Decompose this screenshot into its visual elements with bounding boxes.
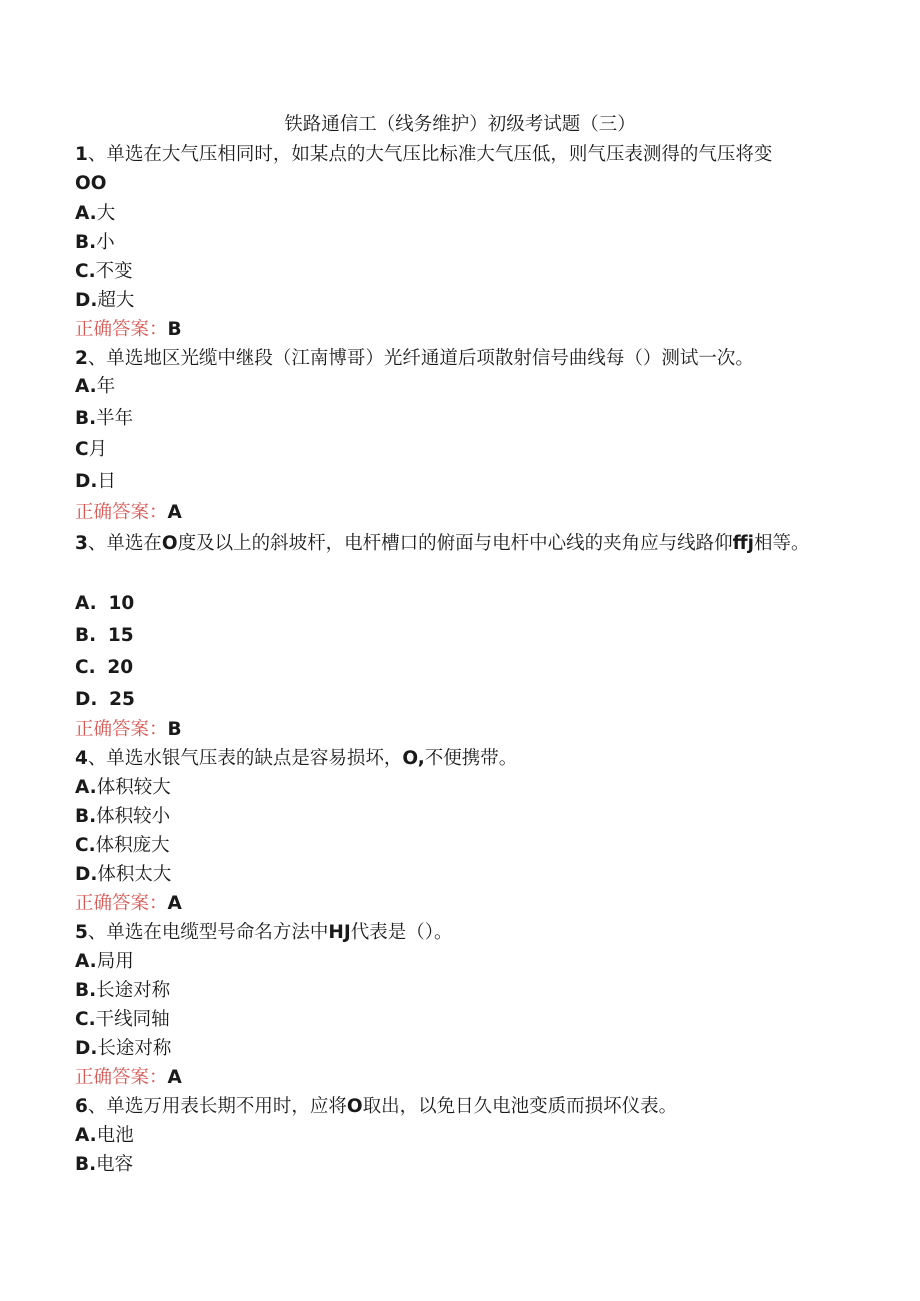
option-a: A.大 — [75, 203, 116, 224]
question-number: 1 — [75, 144, 88, 165]
option-b: B.体积较小 — [75, 806, 171, 827]
question-5: 5、单选在电缆型号命名方法中HJ代表是（）。 — [75, 922, 453, 943]
option-c: C. 20 — [75, 657, 134, 678]
answer-4: 正确答案：A — [75, 893, 182, 914]
question-number: 6 — [75, 1096, 88, 1117]
option-c: C.不变 — [75, 261, 133, 282]
option-b: B.半年 — [75, 408, 134, 429]
option-c: C.体积庞大 — [75, 835, 170, 856]
question-text: 单选水银气压表的缺点是容易损坏， — [106, 748, 403, 769]
answer-1: 正确答案：B — [75, 319, 182, 340]
question-number: 3 — [75, 533, 88, 554]
option-a: A.电池 — [75, 1125, 134, 1146]
question-4: 4、单选水银气压表的缺点是容易损坏，O,不便携带。 — [75, 748, 518, 769]
option-d: D.长途对称 — [75, 1038, 172, 1059]
option-b: B.长途对称 — [75, 980, 171, 1001]
question-2: 2、单选地区光缆中继段（江南博哥）光纤通道后项散射信号曲线每（）测试一次。 — [75, 348, 754, 369]
document-title: 铁路通信工（线务维护）初级考试题（三） — [284, 114, 636, 135]
option-d: D.体积太大 — [75, 864, 172, 885]
answer-5: 正确答案：A — [75, 1067, 182, 1088]
question-text: 单选在电缆型号命名方法中 — [106, 922, 329, 943]
option-d: D. 25 — [75, 689, 135, 710]
answer-2: 正确答案：A — [75, 502, 182, 523]
option-a: A.体积较大 — [75, 777, 171, 798]
option-b: B. 15 — [75, 625, 134, 646]
option-d: D.超大 — [75, 290, 135, 311]
question-1: 1、单选在大气压相同时，如某点的大气压比标准大气压低，则气压表测得的气压将变 OO — [75, 144, 773, 194]
question-number: 4 — [75, 748, 88, 769]
answer-3: 正确答案：B — [75, 719, 182, 740]
question-text-cont: OO — [75, 173, 107, 194]
question-text: 单选地区光缆中继段（江南博哥）光纤通道后项散射信号曲线每（）测试一次。 — [106, 348, 754, 369]
question-text: 单选在大气压相同时，如某点的大气压比标准大气压低，则气压表测得的气压将变 — [106, 144, 773, 165]
option-a: A.局用 — [75, 951, 134, 972]
option-d: D.日 — [75, 471, 116, 492]
question-6: 6、单选万用表长期不用时，应将O取出，以免日久电池变质而损坏仪表。 — [75, 1096, 678, 1117]
option-b: B.电容 — [75, 1154, 134, 1175]
option-a: A.年 — [75, 376, 116, 397]
question-text: 单选在 — [106, 533, 162, 554]
option-b: B.小 — [75, 232, 115, 253]
question-number: 5 — [75, 922, 88, 943]
option-c: C.干线同轴 — [75, 1009, 170, 1030]
question-number: 2 — [75, 348, 88, 369]
option-a: A. 10 — [75, 593, 135, 614]
question-text: 单选万用表长期不用时，应将 — [106, 1096, 347, 1117]
question-3: 3、单选在O度及以上的斜坡杆，电杆槽口的俯面与电杆中心线的夹角应与线路仰ffj相等。 — [75, 533, 810, 554]
option-c: C月 — [75, 439, 108, 460]
